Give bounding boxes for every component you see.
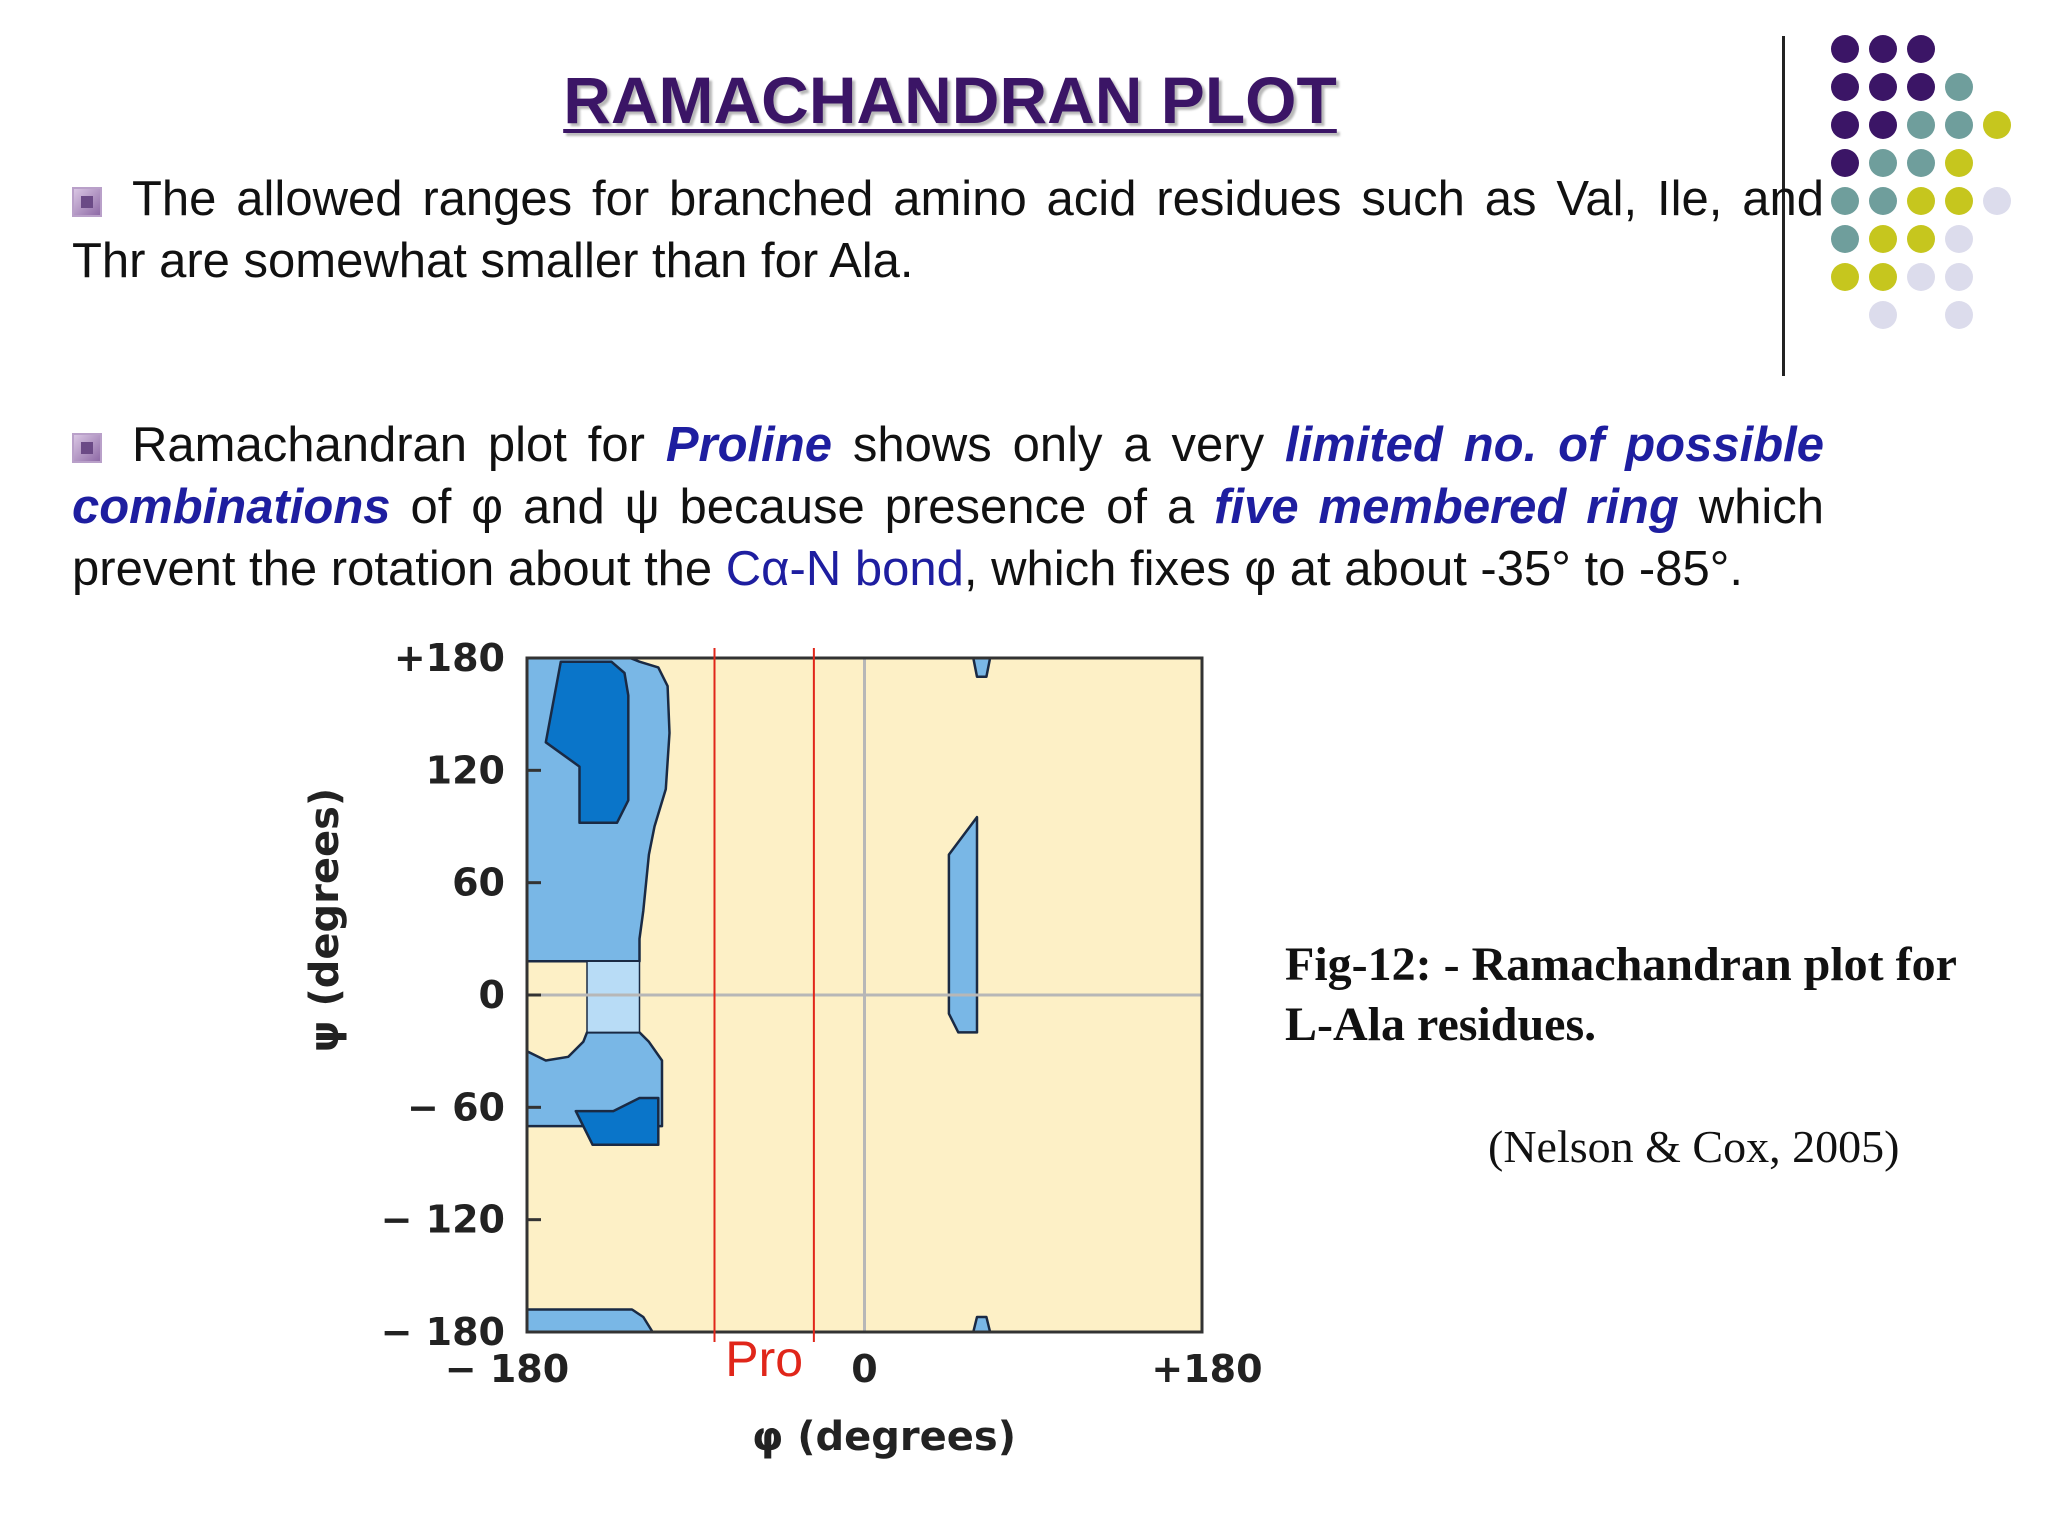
text-segment: which prevent the rotation about the <box>72 480 1824 596</box>
decor-dot-olive <box>1869 225 1897 253</box>
decor-dot-teal <box>1945 73 1973 101</box>
decor-dot-purple <box>1831 73 1859 101</box>
decor-dot-olive <box>1907 187 1935 215</box>
x-axis-label: φ (degrees) <box>752 1414 1016 1460</box>
decor-dot-lavender <box>1907 263 1935 291</box>
slide-title: RAMACHANDRAN PLOT <box>563 63 1337 137</box>
paragraph-proline <box>72 414 1824 600</box>
decor-dot-purple <box>1907 35 1935 63</box>
bottom-edge-region <box>973 1317 990 1332</box>
decor-dot-purple <box>1869 111 1897 139</box>
decor-dot-olive <box>1907 225 1935 253</box>
decor-dot-teal <box>1869 187 1897 215</box>
decor-dot-teal <box>1945 111 1973 139</box>
text-segment: of φ and ψ because presence of a <box>390 480 1215 534</box>
decor-dot-teal <box>1907 111 1935 139</box>
decor-dot-purple <box>1831 149 1859 177</box>
decor-dot-lavender <box>1945 263 1973 291</box>
y-tick-label: 0 <box>478 973 505 1017</box>
bullet-icon <box>72 433 102 463</box>
paragraph-1-text: The allowed ranges for branched amino acid residues such as Val, Ile, and Thr are somewhat smaller than for Ala. <box>72 172 1824 288</box>
decor-dot-olive <box>1831 263 1859 291</box>
ramachandran-plot <box>280 630 1280 1480</box>
bullet-icon <box>72 187 102 217</box>
y-axis-label: ψ (degrees) <box>302 787 348 1053</box>
decor-dot-purple <box>1831 111 1859 139</box>
left-handed-helix-region <box>949 817 977 1032</box>
figure-caption <box>1285 935 1957 1055</box>
emphasis-limited-combinations: limited no. of possible combinations <box>72 418 1824 534</box>
x-tick-label: − 180 <box>444 1347 570 1391</box>
decor-dot-teal <box>1831 225 1859 253</box>
bottom-strip-region <box>527 1310 653 1333</box>
y-tick-label: − 120 <box>380 1197 505 1242</box>
decor-dot-lavender <box>1869 301 1897 329</box>
decor-dot-teal <box>1907 149 1935 177</box>
emphasis-five-membered-ring: five membered ring <box>1214 480 1679 534</box>
decor-dot-purple <box>1907 73 1935 101</box>
caption-line-2: L-Ala residues. <box>1285 998 1597 1051</box>
decor-dot-teal <box>1831 187 1859 215</box>
decor-dot-olive <box>1945 187 1973 215</box>
text-segment: , which fixes φ at about -35° to -85°. <box>963 542 1743 596</box>
decor-dot-lavender <box>1945 301 1973 329</box>
decor-dot-purple <box>1869 35 1897 63</box>
text-segment: Ramachandran plot for <box>132 418 666 472</box>
text-segment: shows only a very <box>831 418 1285 472</box>
y-tick-label: − 180 <box>380 1310 505 1354</box>
y-tick-label: 120 <box>425 748 505 793</box>
highlight-ca-n-bond: Cα-N bond <box>725 542 964 596</box>
decor-dot-olive <box>1945 149 1973 177</box>
paragraph-branched-residues <box>72 168 1824 292</box>
proline-annotation: Pro <box>725 1331 804 1387</box>
citation: (Nelson & Cox, 2005) <box>1488 1121 1900 1172</box>
x-tick-label: +180 <box>1151 1347 1263 1391</box>
y-tick-label: +180 <box>393 636 505 680</box>
y-tick-label: 60 <box>452 860 505 905</box>
decor-dot-teal <box>1869 149 1897 177</box>
emphasis-proline: Proline <box>665 418 832 472</box>
decor-dot-olive <box>1869 263 1897 291</box>
x-tick-label: 0 <box>851 1347 878 1391</box>
decor-dot-lavender <box>1983 187 2011 215</box>
decor-dot-purple <box>1831 35 1859 63</box>
bridge-region <box>587 961 640 1032</box>
y-tick-label: − 60 <box>407 1085 505 1130</box>
top-edge-region <box>973 658 990 677</box>
decor-dot-olive <box>1983 111 2011 139</box>
caption-line-1: Fig-12: - Ramachandran plot for <box>1285 938 1957 991</box>
decor-dot-lavender <box>1945 225 1973 253</box>
decor-dot-purple <box>1869 73 1897 101</box>
